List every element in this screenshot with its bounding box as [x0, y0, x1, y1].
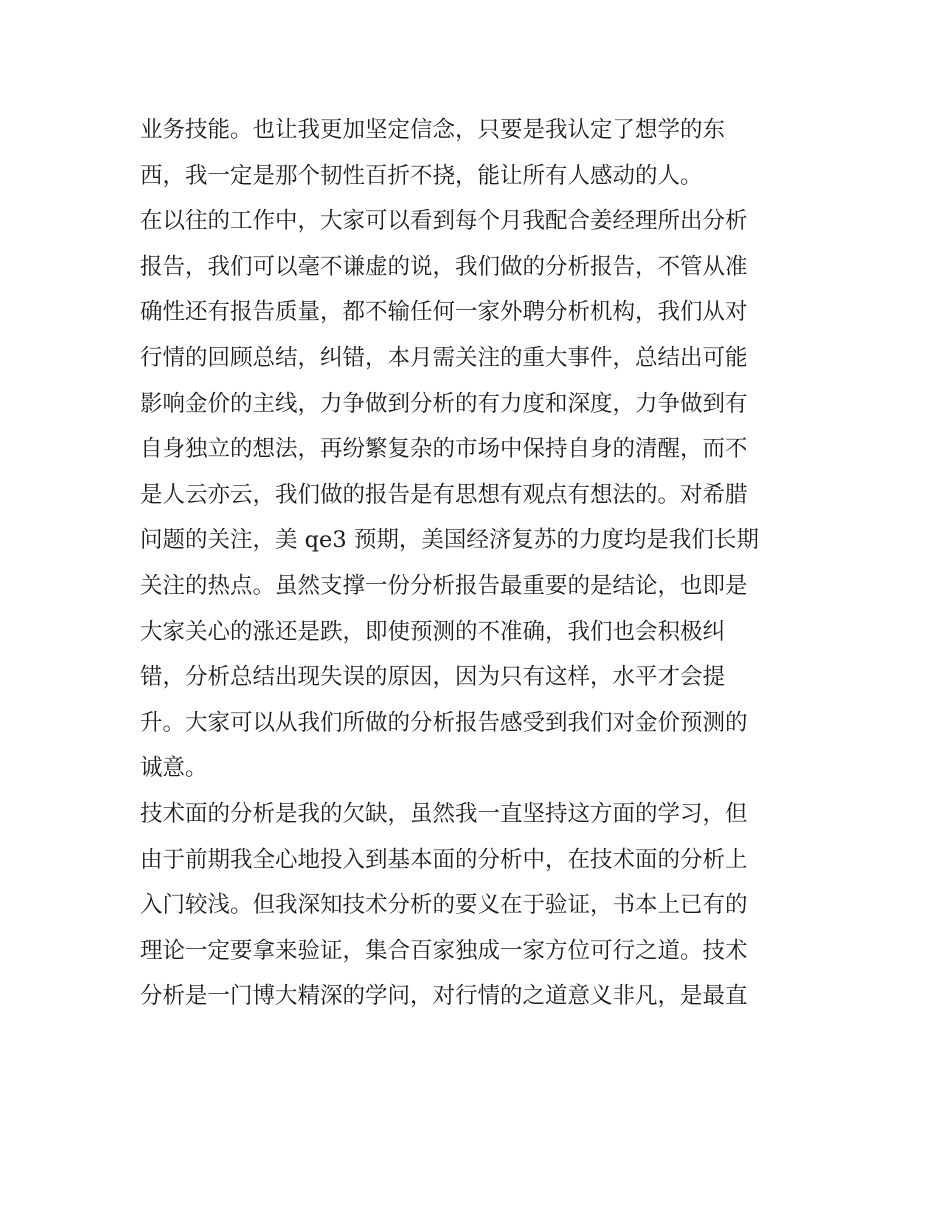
text-line: 确性还有报告质量，都不输任何一家外聘分析机构，我们从对	[140, 299, 748, 326]
text-line: 行情的回顾总结，纠错，本月需关注的重大事件，总结出可能	[140, 344, 748, 371]
text-line: 业务技能。也让我更加坚定信念，只要是我认定了想学的东	[140, 117, 726, 143]
text-line: 诚意。	[140, 755, 208, 782]
text-line: 报告，我们可以毫不谦虚的说，我们做的分析报告，不管从准	[140, 253, 748, 280]
text-line: 由于前期我全心地投入到基本面的分析中，在技术面的分析上	[140, 846, 748, 873]
text-line: 是人云亦云，我们做的报告是有思想有观点有想法的。对希腊	[140, 481, 748, 508]
text-line: 自身独立的想法，再纷繁复杂的市场中保持自身的清醒，而不	[140, 436, 748, 463]
text-line: 入门较浅。但我深知技术分析的要义在于验证，书本上已有的	[140, 892, 748, 919]
text-line: 问题的关注，美 qe3 预期，美国经济复苏的力度均是我们长期	[140, 527, 759, 554]
text-line: 技术面的分析是我的欠缺，虽然我一直坚持这方面的学习，但	[140, 800, 748, 827]
text-line: 升。大家可以从我们所做的分析报告感受到我们对金价预测的	[140, 709, 748, 736]
text-line: 大家关心的涨还是跌，即使预测的不准确，我们也会积极纠	[140, 618, 726, 645]
text-line: 西，我一定是那个韧性百折不挠，能让所有人感动的人。	[140, 162, 703, 189]
text-line: 影响金价的主线，力争做到分析的有力度和深度，力争做到有	[140, 390, 748, 417]
body-text	[140, 108, 820, 1020]
text-line: 关注的热点。虽然支撑一份分析报告最重要的是结论，也即是	[140, 572, 748, 599]
text-line: 在以往的工作中，大家可以看到每个月我配合姜经理所出分析	[140, 208, 748, 235]
text-line: 分析是一门博大精深的学问，对行情的之道意义非凡，是最直	[140, 983, 748, 1010]
text-line: 错，分析总结出现失误的原因，因为只有这样，水平才会提	[140, 664, 726, 691]
text-line: 理论一定要拿来验证，集合百家独成一家方位可行之道。技术	[140, 937, 748, 964]
